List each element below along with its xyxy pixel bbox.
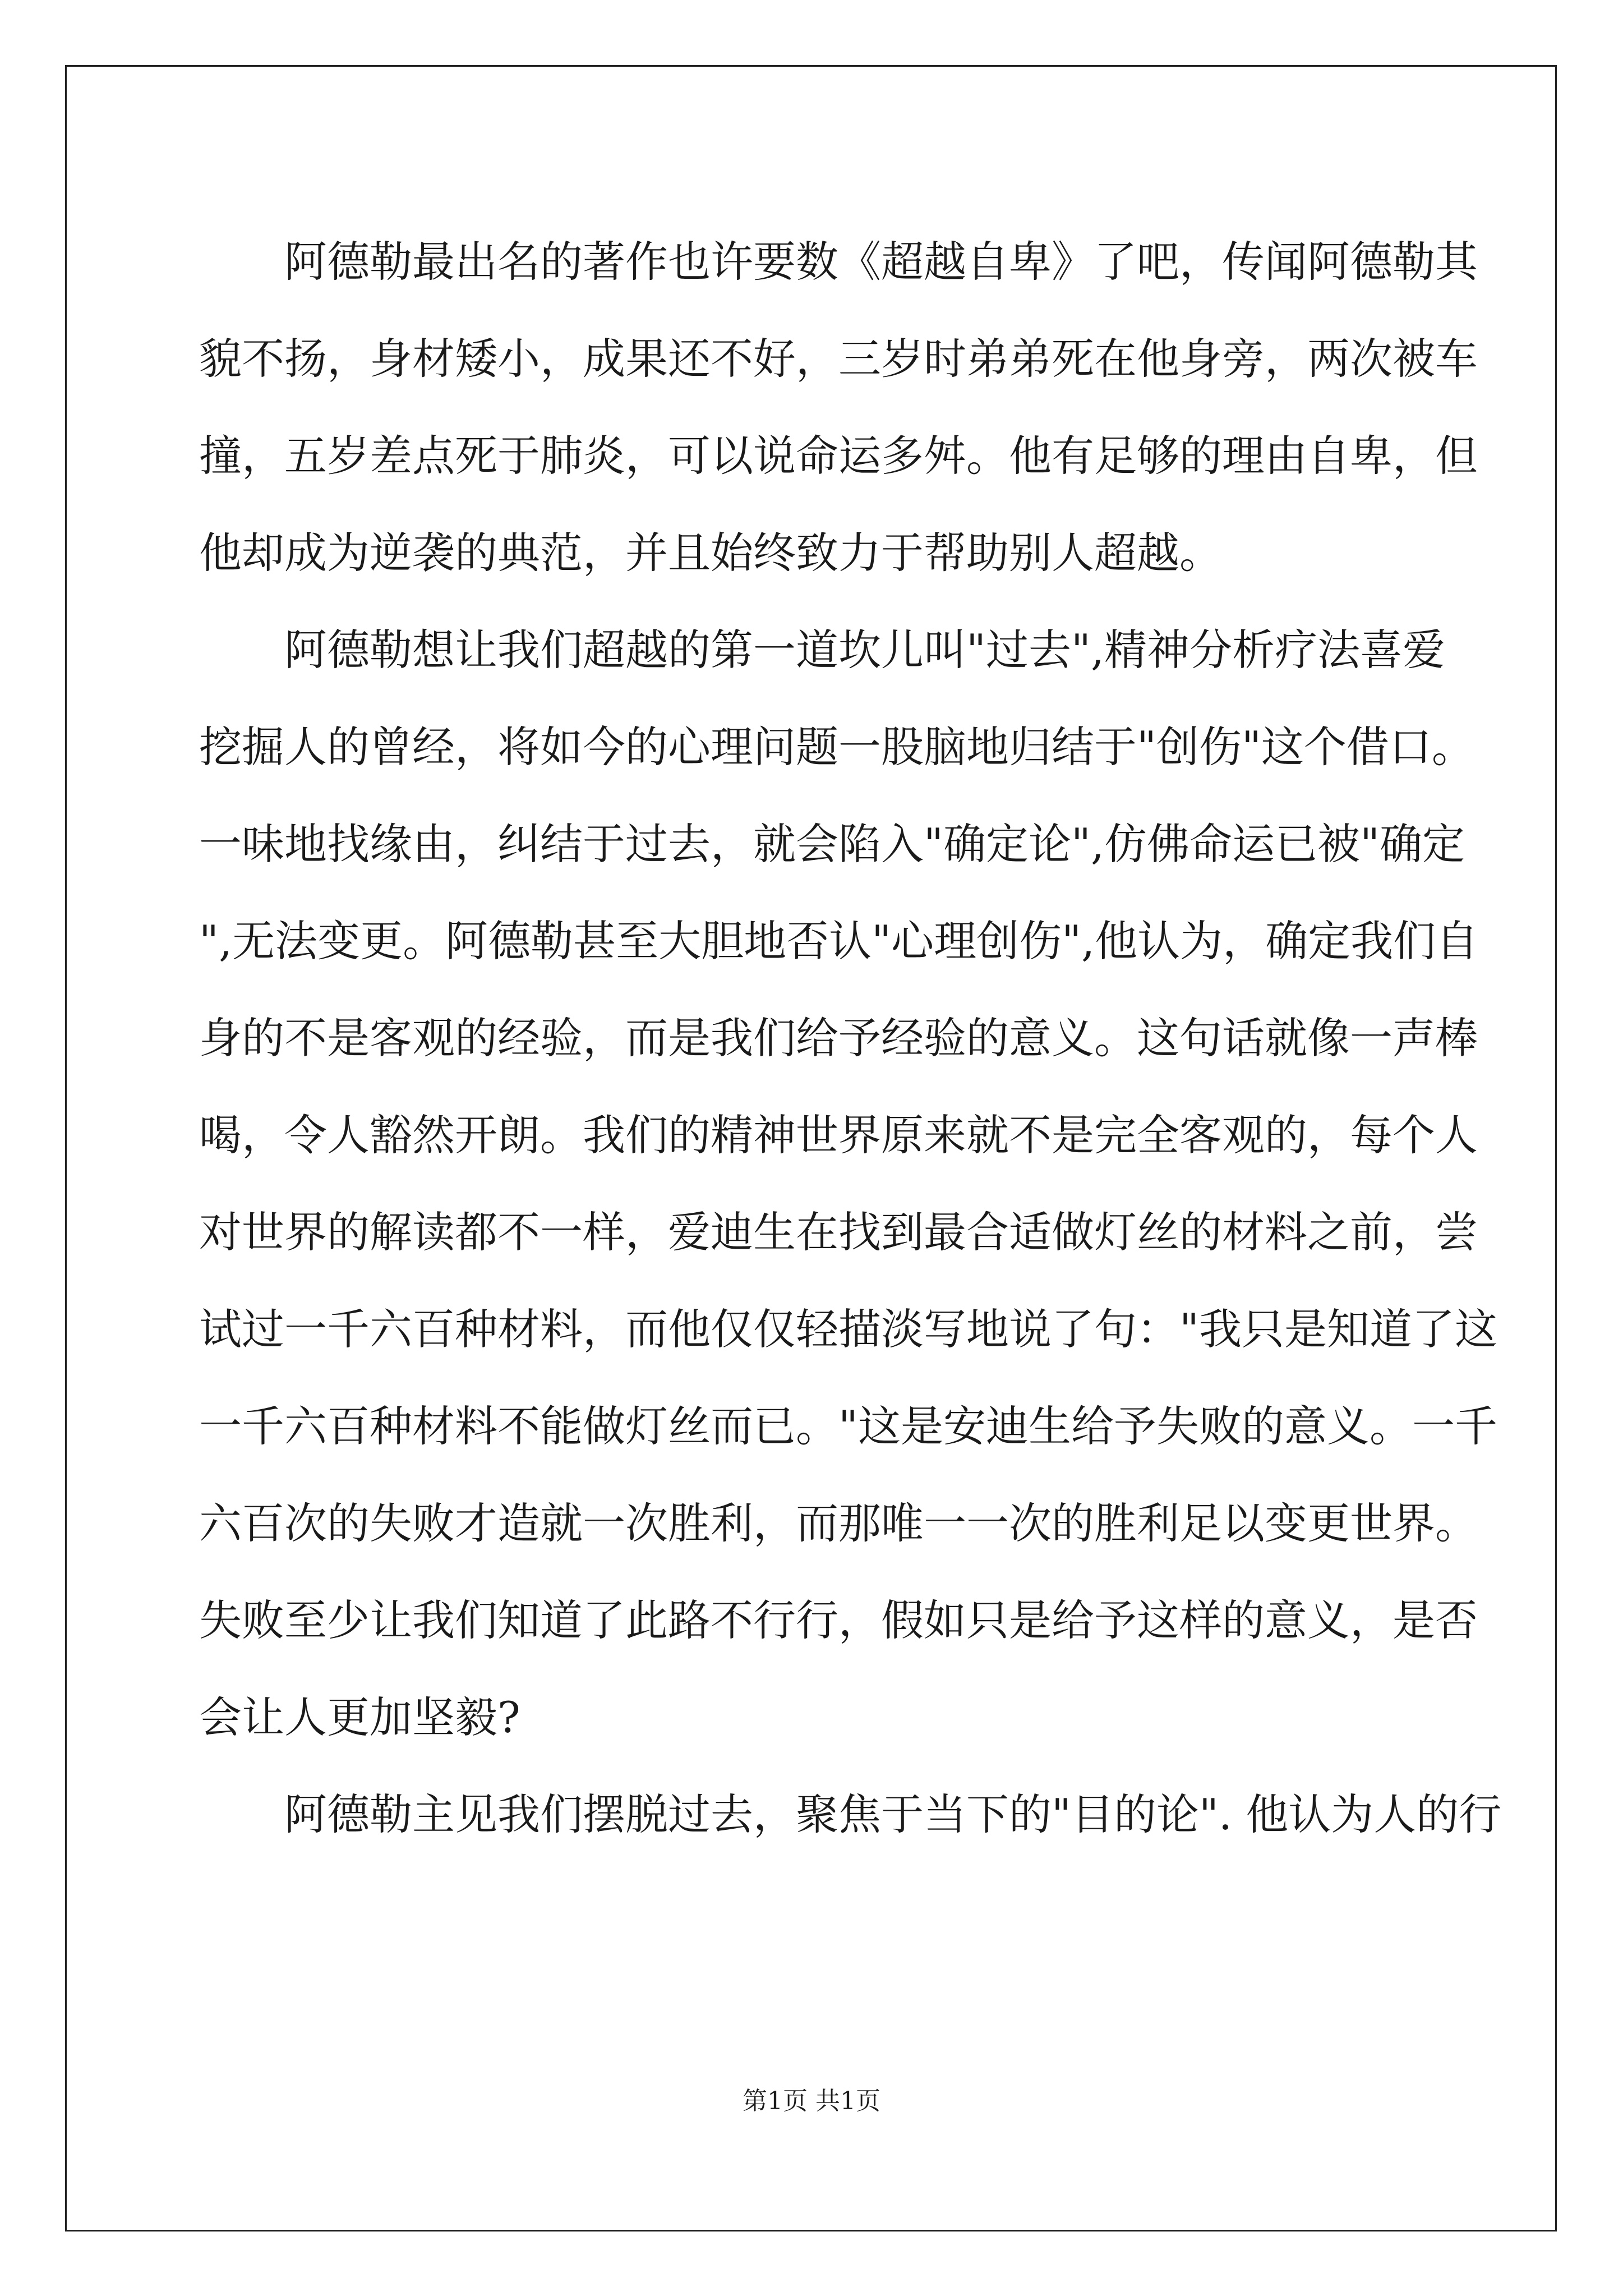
text-line: 试过一千六百种材料，而他仅仅轻描淡写地说了句："我只是知道了这 (199, 1304, 1497, 1354)
text-line: 喝，令人豁然开朗。我们的精神世界原来就不是完全客观的，每个人 (199, 1110, 1478, 1160)
paragraph-2 (199, 601, 1497, 1766)
text-line: 挖掘人的曾经，将如今的心理问题一股脑地归结于"创伤"这个借口。 (199, 722, 1474, 772)
text-line: 阿德勒主见我们摆脱过去，聚焦于当下的"目的论". 他认为人的行 (284, 1789, 1502, 1839)
text-line: ",无法变更。阿德勒甚至大胆地否认"心理创伤",他认为，确定我们自 (199, 916, 1479, 966)
text-line: 阿德勒想让我们超越的第一道坎儿叫"过去",精神分析疗法喜爱 (284, 625, 1446, 675)
text-line: 貌不扬，身材矮小，成果还不好，三岁时弟弟死在他身旁，两次被车 (199, 334, 1478, 384)
text-line: 他却成为逆袭的典范，并且始终致力于帮助别人超越。 (199, 528, 1222, 578)
text-line: 对世界的解读都不一样，爱迪生在找到最合适做灯丝的材料之前，尝 (199, 1207, 1478, 1257)
text-line: 失败至少让我们知道了此路不行行，假如只是给予这样的意义，是否 (199, 1595, 1478, 1645)
page-footer: 第1页 共1页 (743, 2087, 880, 2115)
paragraph-3 (199, 1766, 1502, 1863)
text-line: 一味地找缘由，纠结于过去，就会陷入"确定论",仿佛命运已被"确定 (199, 819, 1465, 869)
text-line: 阿德勒最出名的著作也许要数《超越自卑》了吧，传闻阿德勒其 (284, 237, 1478, 287)
text-line: 撞，五岁差点死于肺炎，可以说命运多舛。他有足够的理由自卑，但 (199, 431, 1478, 481)
text-line: 会让人更加坚毅? (199, 1692, 520, 1742)
text-line: 六百次的失败才造就一次胜利，而那唯一一次的胜利足以变更世界。 (199, 1498, 1478, 1548)
document-body (199, 213, 1502, 1863)
text-line: 身的不是客观的经验，而是我们给予经验的意义。这句话就像一声棒 (199, 1013, 1478, 1063)
text-line: 一千六百种材料不能做灯丝而已。"这是安迪生给予失败的意义。一千 (199, 1401, 1497, 1451)
paragraph-1 (199, 213, 1478, 601)
